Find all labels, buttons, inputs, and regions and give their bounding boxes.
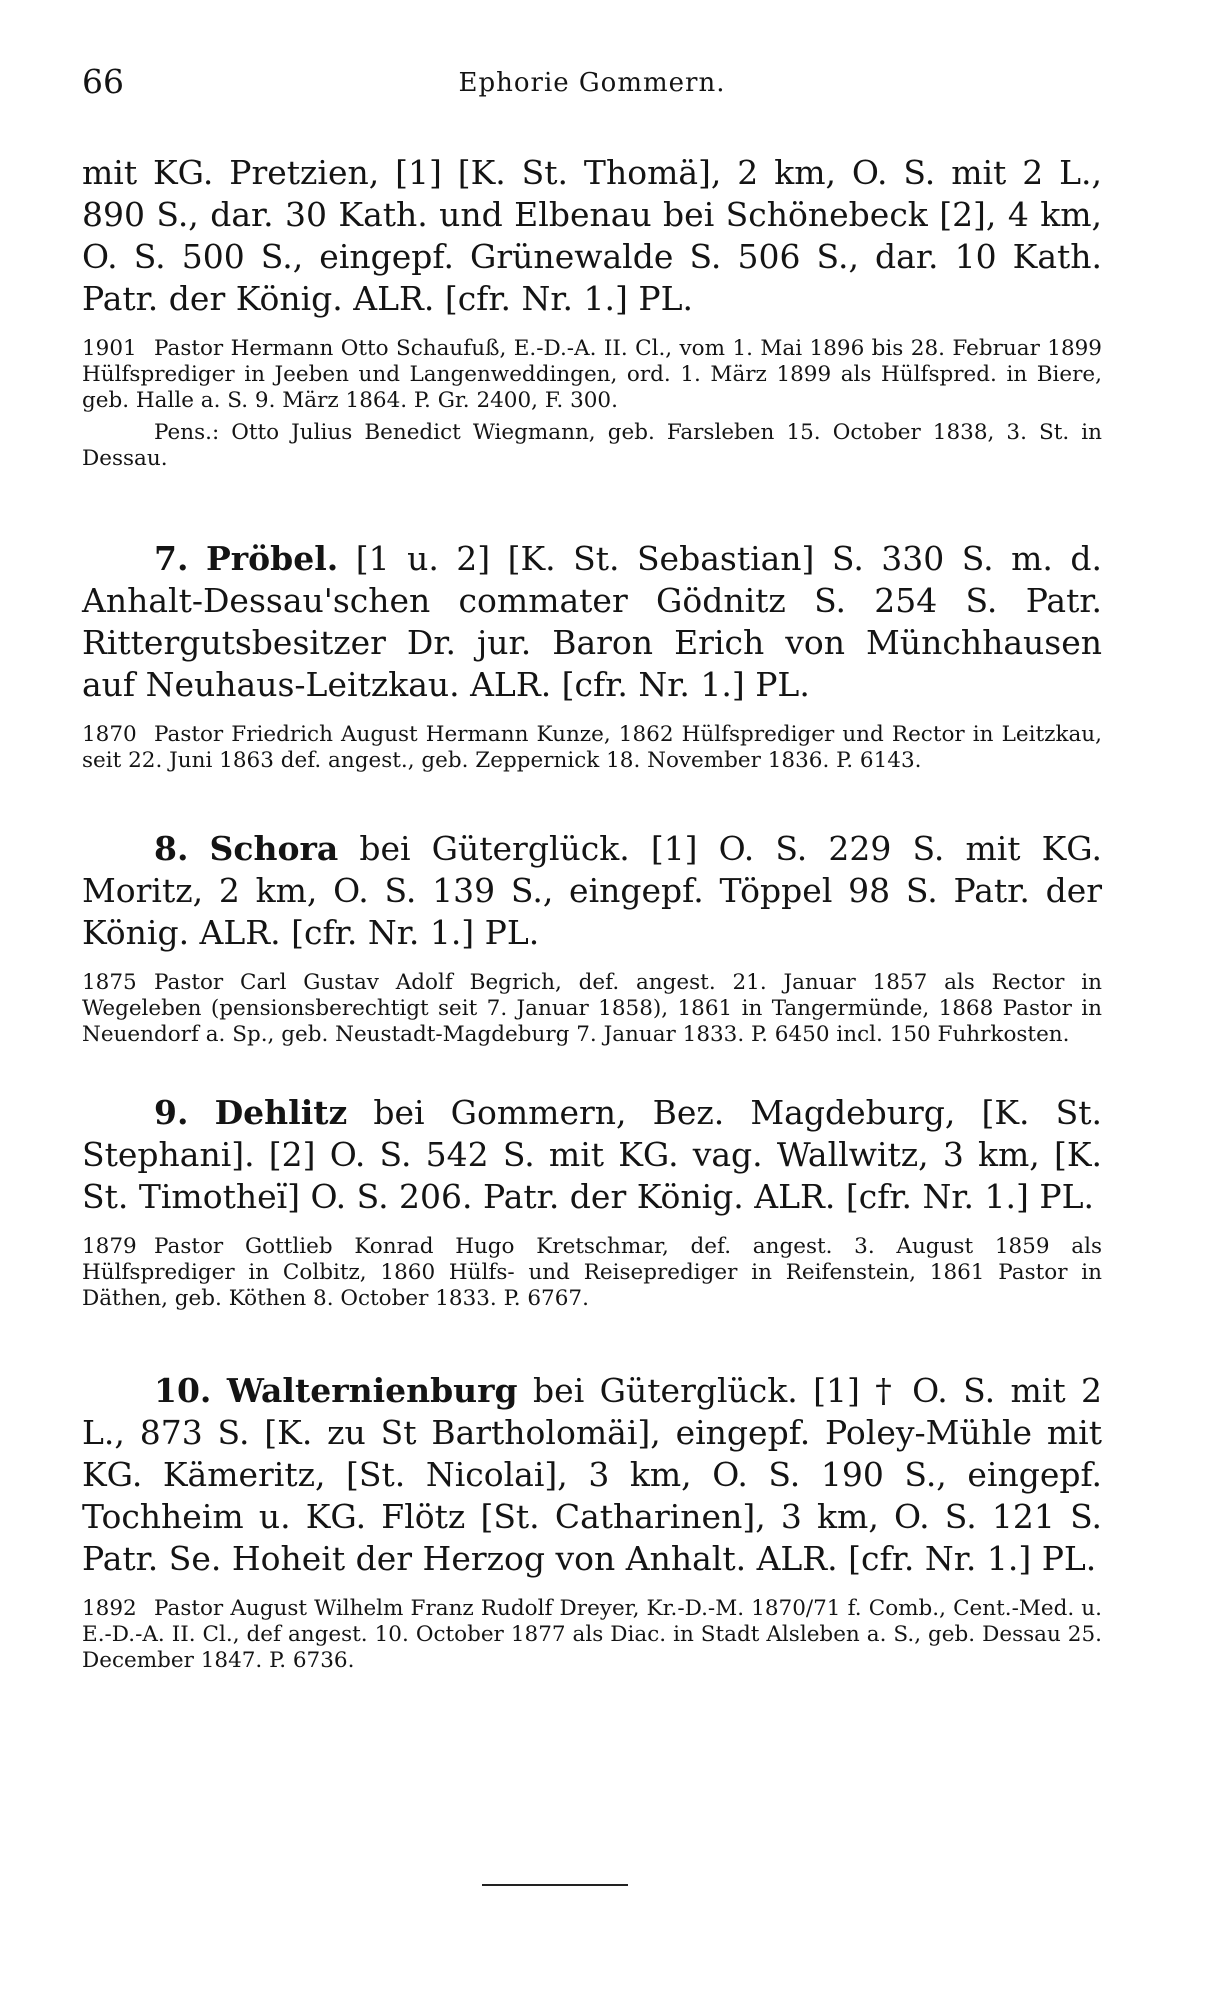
entry-place: Pröbel.: [205, 539, 339, 578]
pastor-bio: [82, 336, 1102, 414]
bio-year: 1875: [82, 970, 137, 995]
end-rule-divider: [482, 1884, 628, 1886]
entry-text: mit KG. Pretzien, [1] [K. St. Thomä], 2 km, O. S. mit 2 L., 890 S., dar. 30 Kath. und Elbenau bei Schönebeck [2], 4 km, O. S. 500 S., eingepf. Grünewalde S. 506 S., dar. 10 Kath. Patr. der König. ALR. [cfr. Nr. 1.] PL.: [82, 153, 1102, 318]
pastor-bio: [82, 1234, 1102, 1312]
entry-number: 10.: [154, 1371, 212, 1410]
pastor-bio: [82, 722, 1102, 774]
entry-7: [82, 538, 1102, 774]
pastor-bio: [82, 1596, 1102, 1674]
bio-year: 1870: [82, 722, 137, 747]
entry-paragraph: [82, 1092, 1102, 1218]
entry-8: [82, 828, 1102, 1048]
entry-number: 9.: [154, 1093, 189, 1132]
bio-year: 1901: [82, 336, 137, 361]
pension-note: Pens.: Otto Julius Benedict Wiegmann, geb. Farsleben 15. October 1838, 3. St. in Dessau.: [82, 420, 1102, 471]
entry-text: bei Gommern, Bez. Magdeburg, [K. St. Stephani]. [2] O. S. 542 S. mit KG. vag. Wallwitz, 3 km, [K. St. Timotheï] O. S. 206. Patr. der König. ALR. [cfr. Nr. 1.] PL.: [82, 1093, 1102, 1216]
entry-number: 8.: [154, 829, 189, 868]
running-title: Ephorie Gommern.: [458, 68, 726, 98]
entry-place: Schora: [209, 829, 339, 868]
entry-paragraph: [82, 828, 1102, 954]
pastor-bio: [82, 970, 1102, 1048]
entry-place: Dehlitz: [214, 1093, 348, 1132]
bio-text: Pastor Hermann Otto Schaufuß, E.-D.-A. II. Cl., vom 1. Mai 1896 bis 28. Februar 1899 Hülfsprediger in Jeeben und Langenweddingen, ord. 1. März 1899 als Hülfspred. in Biere, geb. Halle a. S. 9. März 1864. P. Gr. 2400, F. 300.: [82, 336, 1102, 413]
bio-text: Pastor August Wilhelm Franz Rudolf Dreyer, Kr.-D.-M. 1870/71 f. Comb., Cent.-Med. u. E.-D.-A. II. Cl., def angest. 10. October 1877 als Diac. in Stadt Alsleben a. S., geb. Dessau 25. December 1847. P. 6736.: [82, 1596, 1102, 1673]
bio-text: Pastor Gottlieb Konrad Hugo Kretschmar, def. angest. 3. August 1859 als Hülfsprediger in Colbitz, 1860 Hülfs- und Reiseprediger in Reifenstein, 1861 Pastor in Däthen, geb. Köthen 8. October 1833. P. 6767.: [82, 1234, 1102, 1311]
page-number: 66: [82, 62, 124, 101]
entry-paragraph: [82, 1370, 1102, 1580]
bio-year: 1892: [82, 1596, 137, 1621]
bio-text: Pastor Carl Gustav Adolf Begrich, def. angest. 21. Januar 1857 als Rector in Wegeleben (pensionsberechtigt seit 7. Januar 1858), 1861 in Tangermünde, 1868 Pastor in Neuendorf a. Sp., geb. Neustadt-Magdeburg 7. Januar 1833. P. 6450 incl. 150 Fuhrkosten.: [82, 970, 1102, 1047]
running-header: [82, 62, 1102, 112]
bio-year: 1879: [82, 1234, 137, 1259]
entry-paragraph: [82, 538, 1102, 706]
entry-place: Walternienburg: [226, 1371, 518, 1410]
entry-number: 7.: [154, 539, 189, 578]
entry-text: bei Güterglück. [1] † O. S. mit 2 L., 873 S. [K. zu St Bartholomäi], eingepf. Poley-Mühle mit KG. Kämeritz, [St. Nicolai], 3 km, O. S. 190 S., eingepf. Tochheim u. KG. Flötz [St. Catharinen], 3 km, O. S. 121 S. Patr. Se. Hoheit der Herzog von Anhalt. ALR. [cfr. Nr. 1.] PL.: [82, 1371, 1102, 1578]
entry-text: [1 u. 2] [K. St. Sebastian] S. 330 S. m. d. Anhalt-Dessau'schen commater Gödnitz S. 254 S. Patr. Rittergutsbesitzer Dr. jur. Baron Erich von Münchhausen auf Neuhaus-Leitzkau. ALR. [cfr. Nr. 1.] PL.: [82, 539, 1103, 704]
entry-9: [82, 1092, 1102, 1312]
entry-pretzien: [82, 152, 1102, 472]
bio-text: Pastor Friedrich August Hermann Kunze, 1862 Hülfsprediger und Rector in Leitzkau, seit 22. Juni 1863 def. angest., geb. Zeppernick 18. November 1836. P. 6143.: [82, 722, 1102, 773]
entry-text: bei Güterglück. [1] O. S. 229 S. mit KG. Moritz, 2 km, O. S. 139 S., eingepf. Töppel 98 S. Patr. der König. ALR. [cfr. Nr. 1.] PL.: [82, 829, 1102, 952]
entry-10: [82, 1370, 1102, 1674]
